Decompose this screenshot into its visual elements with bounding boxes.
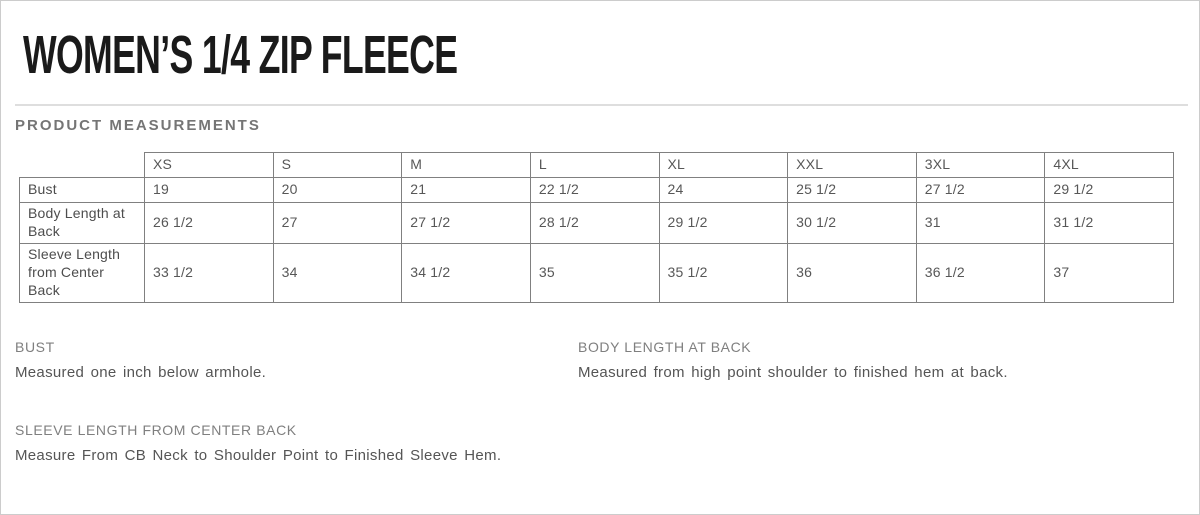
measurement-value-cell: 28 1/2 — [530, 203, 659, 244]
size-column-header: XS — [145, 153, 274, 178]
size-column-header: XXL — [788, 153, 917, 178]
measurement-value-cell: 30 1/2 — [788, 203, 917, 244]
definition-block — [15, 339, 578, 381]
measurement-value-cell: 24 — [659, 178, 788, 203]
section-heading: PRODUCT MEASUREMENTS — [15, 117, 261, 134]
definition-heading: BODY LENGTH AT BACK — [578, 339, 752, 355]
measurements-table — [19, 152, 1174, 303]
measurement-value-cell: 22 1/2 — [530, 178, 659, 203]
size-column-header: M — [402, 153, 531, 178]
definition-description: Measure From CB Neck to Shoulder Point to Finished Sleeve Hem. — [15, 447, 502, 464]
measurement-value-cell: 29 1/2 — [659, 203, 788, 244]
measurement-value-cell: 37 — [1045, 243, 1174, 302]
definition-block — [578, 339, 1190, 381]
title-divider — [15, 104, 1188, 106]
measurement-value-cell: 25 1/2 — [788, 178, 917, 203]
size-column-header: S — [273, 153, 402, 178]
definition-description: Measured one inch below armhole. — [15, 364, 267, 381]
measurement-value-cell: 35 — [530, 243, 659, 302]
measurement-value-cell: 36 1/2 — [916, 243, 1045, 302]
measurement-value-cell: 27 1/2 — [402, 203, 531, 244]
measurement-value-cell: 19 — [145, 178, 274, 203]
size-column-header: L — [530, 153, 659, 178]
measurement-value-cell: 34 — [273, 243, 402, 302]
measurement-value-cell: 27 — [273, 203, 402, 244]
measurement-row-label: Body Length at Back — [20, 203, 145, 244]
measurement-value-cell: 36 — [788, 243, 917, 302]
measurement-row-label: Bust — [20, 178, 145, 203]
measurement-row — [20, 203, 1174, 244]
definition-block — [15, 422, 578, 464]
size-header-row — [20, 153, 1174, 178]
definition-description: Measured from high point shoulder to finished hem at back. — [578, 364, 1008, 381]
measurement-row-label: Sleeve Length from Center Back — [20, 243, 145, 302]
measurement-row — [20, 178, 1174, 203]
size-column-header: XL — [659, 153, 788, 178]
measurement-value-cell: 29 1/2 — [1045, 178, 1174, 203]
corner-cell — [20, 153, 145, 178]
definition-heading: SLEEVE LENGTH FROM CENTER BACK — [15, 422, 297, 438]
measurement-value-cell: 34 1/2 — [402, 243, 531, 302]
size-column-header: 4XL — [1045, 153, 1174, 178]
measurement-value-cell: 26 1/2 — [145, 203, 274, 244]
measurements-table-body — [20, 178, 1174, 303]
measurement-value-cell: 27 1/2 — [916, 178, 1045, 203]
measurement-row — [20, 243, 1174, 302]
measurement-value-cell: 21 — [402, 178, 531, 203]
measurement-value-cell: 31 1/2 — [1045, 203, 1174, 244]
definition-heading: BUST — [15, 339, 55, 355]
measurement-value-cell: 31 — [916, 203, 1045, 244]
measurement-value-cell: 33 1/2 — [145, 243, 274, 302]
measurement-value-cell: 35 1/2 — [659, 243, 788, 302]
page-title: WOMEN’S 1/4 ZIP FLEECE — [23, 25, 458, 85]
definitions-section — [15, 339, 1190, 464]
measurement-value-cell: 20 — [273, 178, 402, 203]
size-column-header: 3XL — [916, 153, 1045, 178]
